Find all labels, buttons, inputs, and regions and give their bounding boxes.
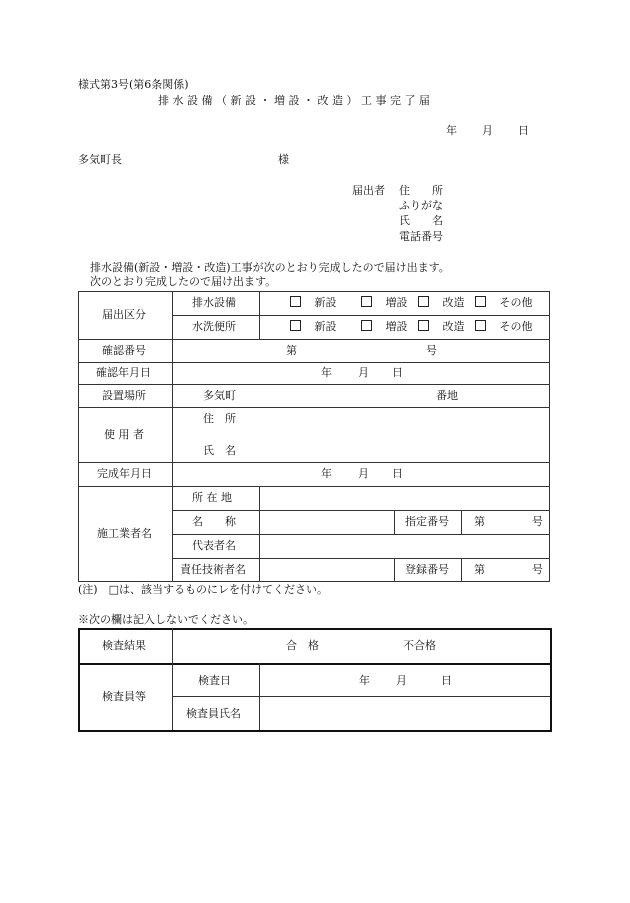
form-number: 様式第3号(第6条関係)	[78, 78, 189, 91]
option-add-drain[interactable]: 増設	[361, 296, 408, 310]
complete-date-day: 日	[392, 467, 403, 480]
option-new-toilet[interactable]: 新設	[290, 320, 337, 334]
checkbox-icon[interactable]	[361, 320, 372, 331]
engineer-label: 責任技術者名	[180, 563, 246, 576]
registration-no-label: 登録番号	[405, 563, 449, 576]
applicant-name-label: 氏 名	[399, 214, 443, 227]
confirm-no-label: 確認番号	[102, 344, 146, 357]
checkbox-note: (注) □は、該当するものにレを付けてください。	[78, 583, 328, 596]
office-use-note: ※次の欄は記入しないでください。	[78, 613, 254, 626]
inspector-name-label: 検査員氏名	[186, 707, 241, 720]
inspection-date-label: 検査日	[198, 674, 231, 687]
contractor-label: 施工業者名	[97, 527, 152, 540]
inspection-fail: 不合格	[403, 639, 436, 652]
option-modify-toilet[interactable]: 改造	[418, 320, 465, 334]
option-modify-drain[interactable]: 改造	[418, 296, 465, 310]
confirm-no-go: 号	[426, 344, 437, 357]
confirm-date-month: 月	[358, 366, 369, 379]
checkbox-icon[interactable]	[418, 320, 429, 331]
complete-date-label: 完成年月日	[97, 467, 152, 480]
applicant-furigana-label: ふりがな	[399, 199, 443, 212]
checkbox-icon[interactable]	[361, 296, 372, 307]
user-name-label: 氏 名	[203, 444, 236, 457]
inspector-label: 検査員等	[102, 690, 146, 703]
addressee-honorific: 様	[278, 153, 289, 166]
date-month-label: 月	[482, 124, 493, 137]
user-label: 使 用 者	[104, 428, 144, 441]
confirm-no-dai: 第	[286, 344, 297, 357]
checkbox-icon[interactable]	[418, 296, 429, 307]
confirm-date-day: 日	[392, 366, 403, 379]
checkbox-icon[interactable]	[290, 320, 301, 331]
confirm-date-label: 確認年月日	[96, 366, 151, 379]
user-address-label: 住 所	[203, 412, 236, 425]
option-other-drain[interactable]: その他	[475, 296, 533, 310]
registration-no-go: 号	[532, 563, 543, 576]
category-label: 届出区分	[102, 308, 146, 321]
applicant-phone-label: 電話番号	[399, 230, 443, 243]
complete-date-month: 月	[358, 467, 369, 480]
designated-no-go: 号	[532, 515, 543, 528]
checkbox-icon[interactable]	[290, 296, 301, 307]
inspection-date-year: 年	[359, 674, 370, 687]
form-title: 排 水 設 備 （ 新 設 ・ 増 設 ・ 改 造 ） 工 事 完 了 届	[158, 94, 430, 107]
designated-no-label: 指定番号	[405, 515, 449, 528]
registration-no-dai: 第	[474, 563, 485, 576]
inspection-pass: 合 格	[286, 639, 319, 652]
inspection-result-label: 検査結果	[102, 639, 146, 652]
designated-no-dai: 第	[474, 515, 485, 528]
inspection-date-day: 日	[441, 674, 452, 687]
location-label: 設置場所	[102, 389, 146, 402]
location-banchi: 番地	[436, 389, 458, 402]
checkbox-icon[interactable]	[475, 296, 486, 307]
intro-line-1: 排水設備(新設・増設・改造)工事が次のとおり完成したので届け出ます。	[90, 261, 450, 274]
contractor-location-label: 所 在 地	[192, 491, 232, 504]
applicant-address-label: 住 所	[399, 184, 443, 197]
date-day-label: 日	[518, 124, 529, 137]
option-other-toilet[interactable]: その他	[475, 320, 533, 334]
intro-line-2: 次のとおり完成したので届け出ます。	[90, 275, 277, 288]
location-town: 多気町	[203, 389, 236, 402]
contractor-rep-label: 代表者名	[192, 539, 236, 552]
inspection-date-month: 月	[396, 674, 407, 687]
checkbox-icon[interactable]	[475, 320, 486, 331]
complete-date-year: 年	[321, 467, 332, 480]
addressee: 多気町長	[78, 153, 122, 166]
row-drain-label: 排水設備	[192, 296, 236, 309]
date-year-label: 年	[446, 124, 457, 137]
option-new-drain[interactable]: 新設	[290, 296, 337, 310]
option-add-toilet[interactable]: 増設	[361, 320, 408, 334]
confirm-date-year: 年	[321, 366, 332, 379]
row-toilet-label: 水洗便所	[192, 320, 236, 333]
contractor-name-label: 名 称	[192, 515, 236, 528]
applicant-label: 届出者	[352, 184, 385, 197]
